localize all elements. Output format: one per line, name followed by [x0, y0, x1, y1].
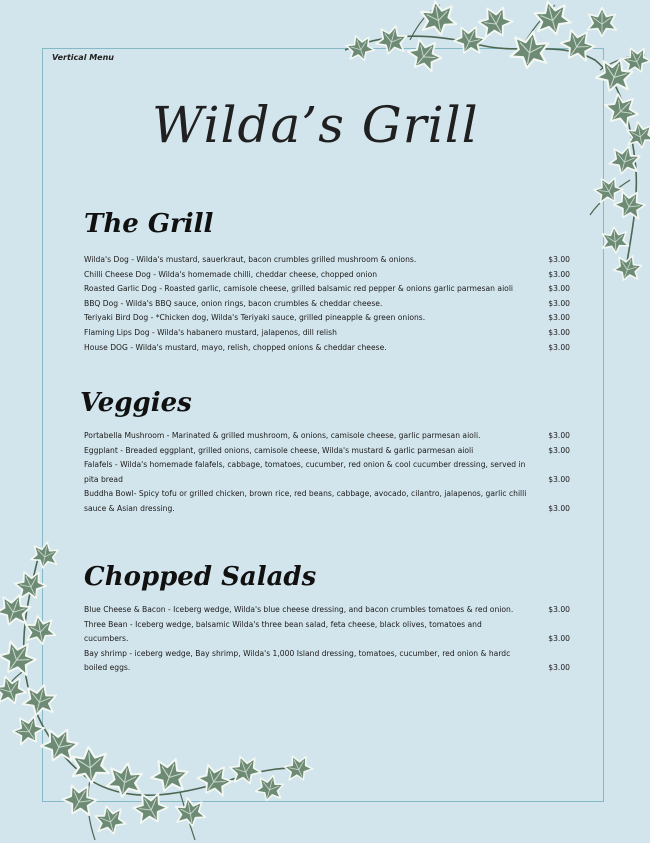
ivy-vine-top-right-icon	[330, 0, 650, 290]
menu-item: Bay shrimp - iceberg wedge, Bay shrimp, Wilda's 1,000 Island dressing, tomatoes, cucumber, red onion & hardc boiled eggs. $3.00	[84, 648, 570, 673]
menu-item: Buddha Bowl- Spicy tofu or grilled chicken, brown rice, red beans, cabbage, avocado, cilantro, jalapenos, garlic chilli sauce & Asian dressing. $3.00	[84, 489, 570, 513]
menu-item: Three Bean - Iceberg wedge, balsamic Wilda's three bean salad, feta cheese, black olives, tomatoes and cucumbers. $3.00	[84, 619, 570, 644]
document-label: Vertical Menu	[52, 53, 114, 62]
menu-item: Chilli Cheese Dog - Wilda's homemade chilli, cheddar cheese, chopped onion $3.00	[84, 269, 570, 279]
restaurant-title: Wilda’s Grill	[152, 96, 479, 154]
ivy-vine-bottom-left-icon	[0, 540, 330, 843]
menu-item: Portabella Mushroom - Marinated & grilled mushroom, & onions, camisole cheese, garlic parmesan aioli. $3.00	[84, 431, 570, 440]
menu-item: House DOG - Wilda's mustard, mayo, relish, chopped onions & cheddar cheese. $3.00	[84, 342, 570, 352]
menu-item: Wilda's Dog - Wilda's mustard, sauerkraut, bacon crumbles grilled mushroom & onions. $3.00	[84, 255, 570, 264]
menu-item: BBQ Dog - Wilda's BBQ sauce, onion rings, bacon crumbles & cheddar cheese. $3.00	[84, 298, 570, 308]
menu-item: Teriyaki Bird Dog - *Chicken dog, Wilda's Teriyaki sauce, grilled pineapple & green onions. $3.00	[84, 313, 570, 323]
section-title-veggies: Veggies	[80, 388, 192, 418]
menu-item: Eggplant - Breaded eggplant, grilled onions, camisole cheese, Wilda's mustard & garlic parmesan aioli $3.00	[84, 445, 570, 455]
menu-item: Blue Cheese & Bacon - Iceberg wedge, Wilda's blue cheese dressing, and bacon crumbles tomatoes & red onion. $3.00	[84, 605, 570, 614]
section-title-grill: The Grill	[84, 209, 214, 239]
menu-item: Roasted Garlic Dog - Roasted garlic, camisole cheese, grilled balsamic red pepper & onions garlic parmesan aioli $3.00	[84, 284, 570, 294]
menu-item: Falafels - Wilda's homemade falafels, cabbage, tomatoes, cucumber, red onion & cool cucumber dressing, served in pita bread $3.00	[84, 460, 570, 484]
menu-item: Flaming Lips Dog - Wilda's habanero mustard, jalapenos, dill relish $3.00	[84, 327, 570, 337]
section-title-chopped-salads: Chopped Salads	[84, 562, 317, 592]
veggies-items	[84, 429, 570, 517]
